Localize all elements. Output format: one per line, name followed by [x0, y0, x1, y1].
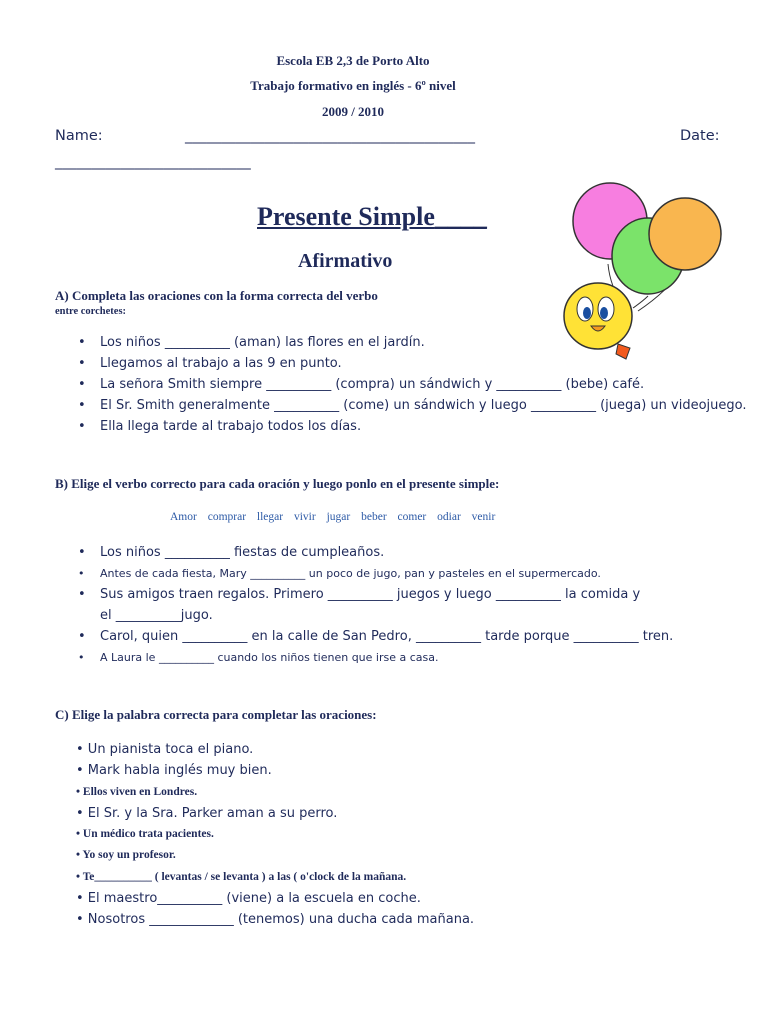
list-item: • El maestro__________ (viene) a la escuela en coche.: [76, 891, 421, 907]
list-item: • Los niños __________ (aman) las flores en el jardín.: [78, 335, 425, 350]
title-trail: ____: [434, 202, 487, 231]
course-title: Trabajo formativo en inglés - 6º nivel: [250, 78, 456, 93]
word-bank-item: jugar: [326, 511, 351, 523]
list-item: • Un pianista toca el piano.: [76, 742, 254, 757]
school-year: 2009 / 2010: [321, 104, 385, 119]
section-b-heading: B) Elige el verbo correcto para cada oración y luego ponlo en el presente simple:: [55, 476, 500, 491]
section-a-list: [55, 332, 747, 437]
list-item: • Nosotros _____________ (tenemos) una ducha cada mañana.: [76, 912, 475, 928]
name-date-row: [55, 128, 725, 148]
word-bank-item: venir: [471, 511, 496, 523]
word-bank-item: comer: [397, 511, 427, 523]
list-item: • Carol, quien __________ en la calle de San Pedro, __________ tarde porque __________ tren.: [78, 629, 674, 644]
date-label: Date:: [680, 128, 720, 144]
list-item: • Antes de cada fiesta, Mary __________ un poco de jugo, pan y pasteles en el supermercado.: [78, 567, 601, 580]
list-item: • El Sr. y la Sra. Parker aman a su perro.: [76, 805, 338, 821]
word-bank-item: beber: [361, 511, 387, 523]
list-item-continuation: el __________jugo.: [100, 608, 213, 623]
list-item: • Te__________ ( levantas / se levanta ) a las ( o'clock de la mañana.: [76, 870, 407, 883]
word-bank-item: vivir: [293, 511, 316, 523]
list-item: • Ellos viven en Londres.: [76, 785, 198, 798]
title-text: Presente Simple: [257, 202, 435, 231]
section-c-heading: C) Elige la palabra correcta para completar las oraciones:: [55, 707, 377, 722]
page-subtitle: Afirmativo: [298, 250, 393, 272]
date-line: ___________________________: [55, 154, 251, 170]
section-a-heading: A) Completa las oraciones con la forma correcta del verbo: [55, 288, 378, 303]
word-bank-item: odiar: [437, 511, 461, 523]
word-bank-item: comprar: [207, 511, 247, 523]
name-label: Name:: [55, 128, 103, 144]
list-item: • La señora Smith siempre __________ (compra) un sándwich y __________ (bebe) café.: [78, 377, 645, 392]
page-title: [257, 202, 487, 232]
word-bank: [170, 511, 503, 523]
list-item: • A Laura le __________ cuando los niños tienen que irse a casa.: [78, 651, 439, 664]
list-item: • Los niños __________ fiestas de cumpleaños.: [78, 545, 385, 560]
section-a-heading-2: entre corchetes:: [55, 306, 127, 317]
balloon-orange: [649, 198, 721, 270]
word-bank-item: llegar: [256, 511, 284, 523]
word-bank-item: Amor: [170, 511, 197, 523]
list-item: • Ella llega tarde al trabajo todos los días.: [78, 419, 362, 434]
school-name: Escola EB 2,3 de Porto Alto: [276, 53, 430, 68]
list-item: • El Sr. Smith generalmente __________ (come) un sándwich y luego __________ (juega) un videojuego.: [78, 398, 747, 413]
section-b-list: [55, 542, 673, 668]
list-item: • Un médico trata pacientes.: [76, 828, 214, 841]
list-item: • Llegamos al trabajo a las 9 en punto.: [78, 356, 342, 371]
list-item: • Yo soy un profesor.: [76, 849, 176, 862]
list-item: • Sus amigos traen regalos. Primero __________ juegos y luego __________ la comida y: [78, 587, 641, 602]
name-line: ________________________________________: [185, 128, 475, 144]
section-c-list: [76, 739, 474, 931]
list-item: • Mark habla inglés muy bien.: [76, 763, 272, 779]
